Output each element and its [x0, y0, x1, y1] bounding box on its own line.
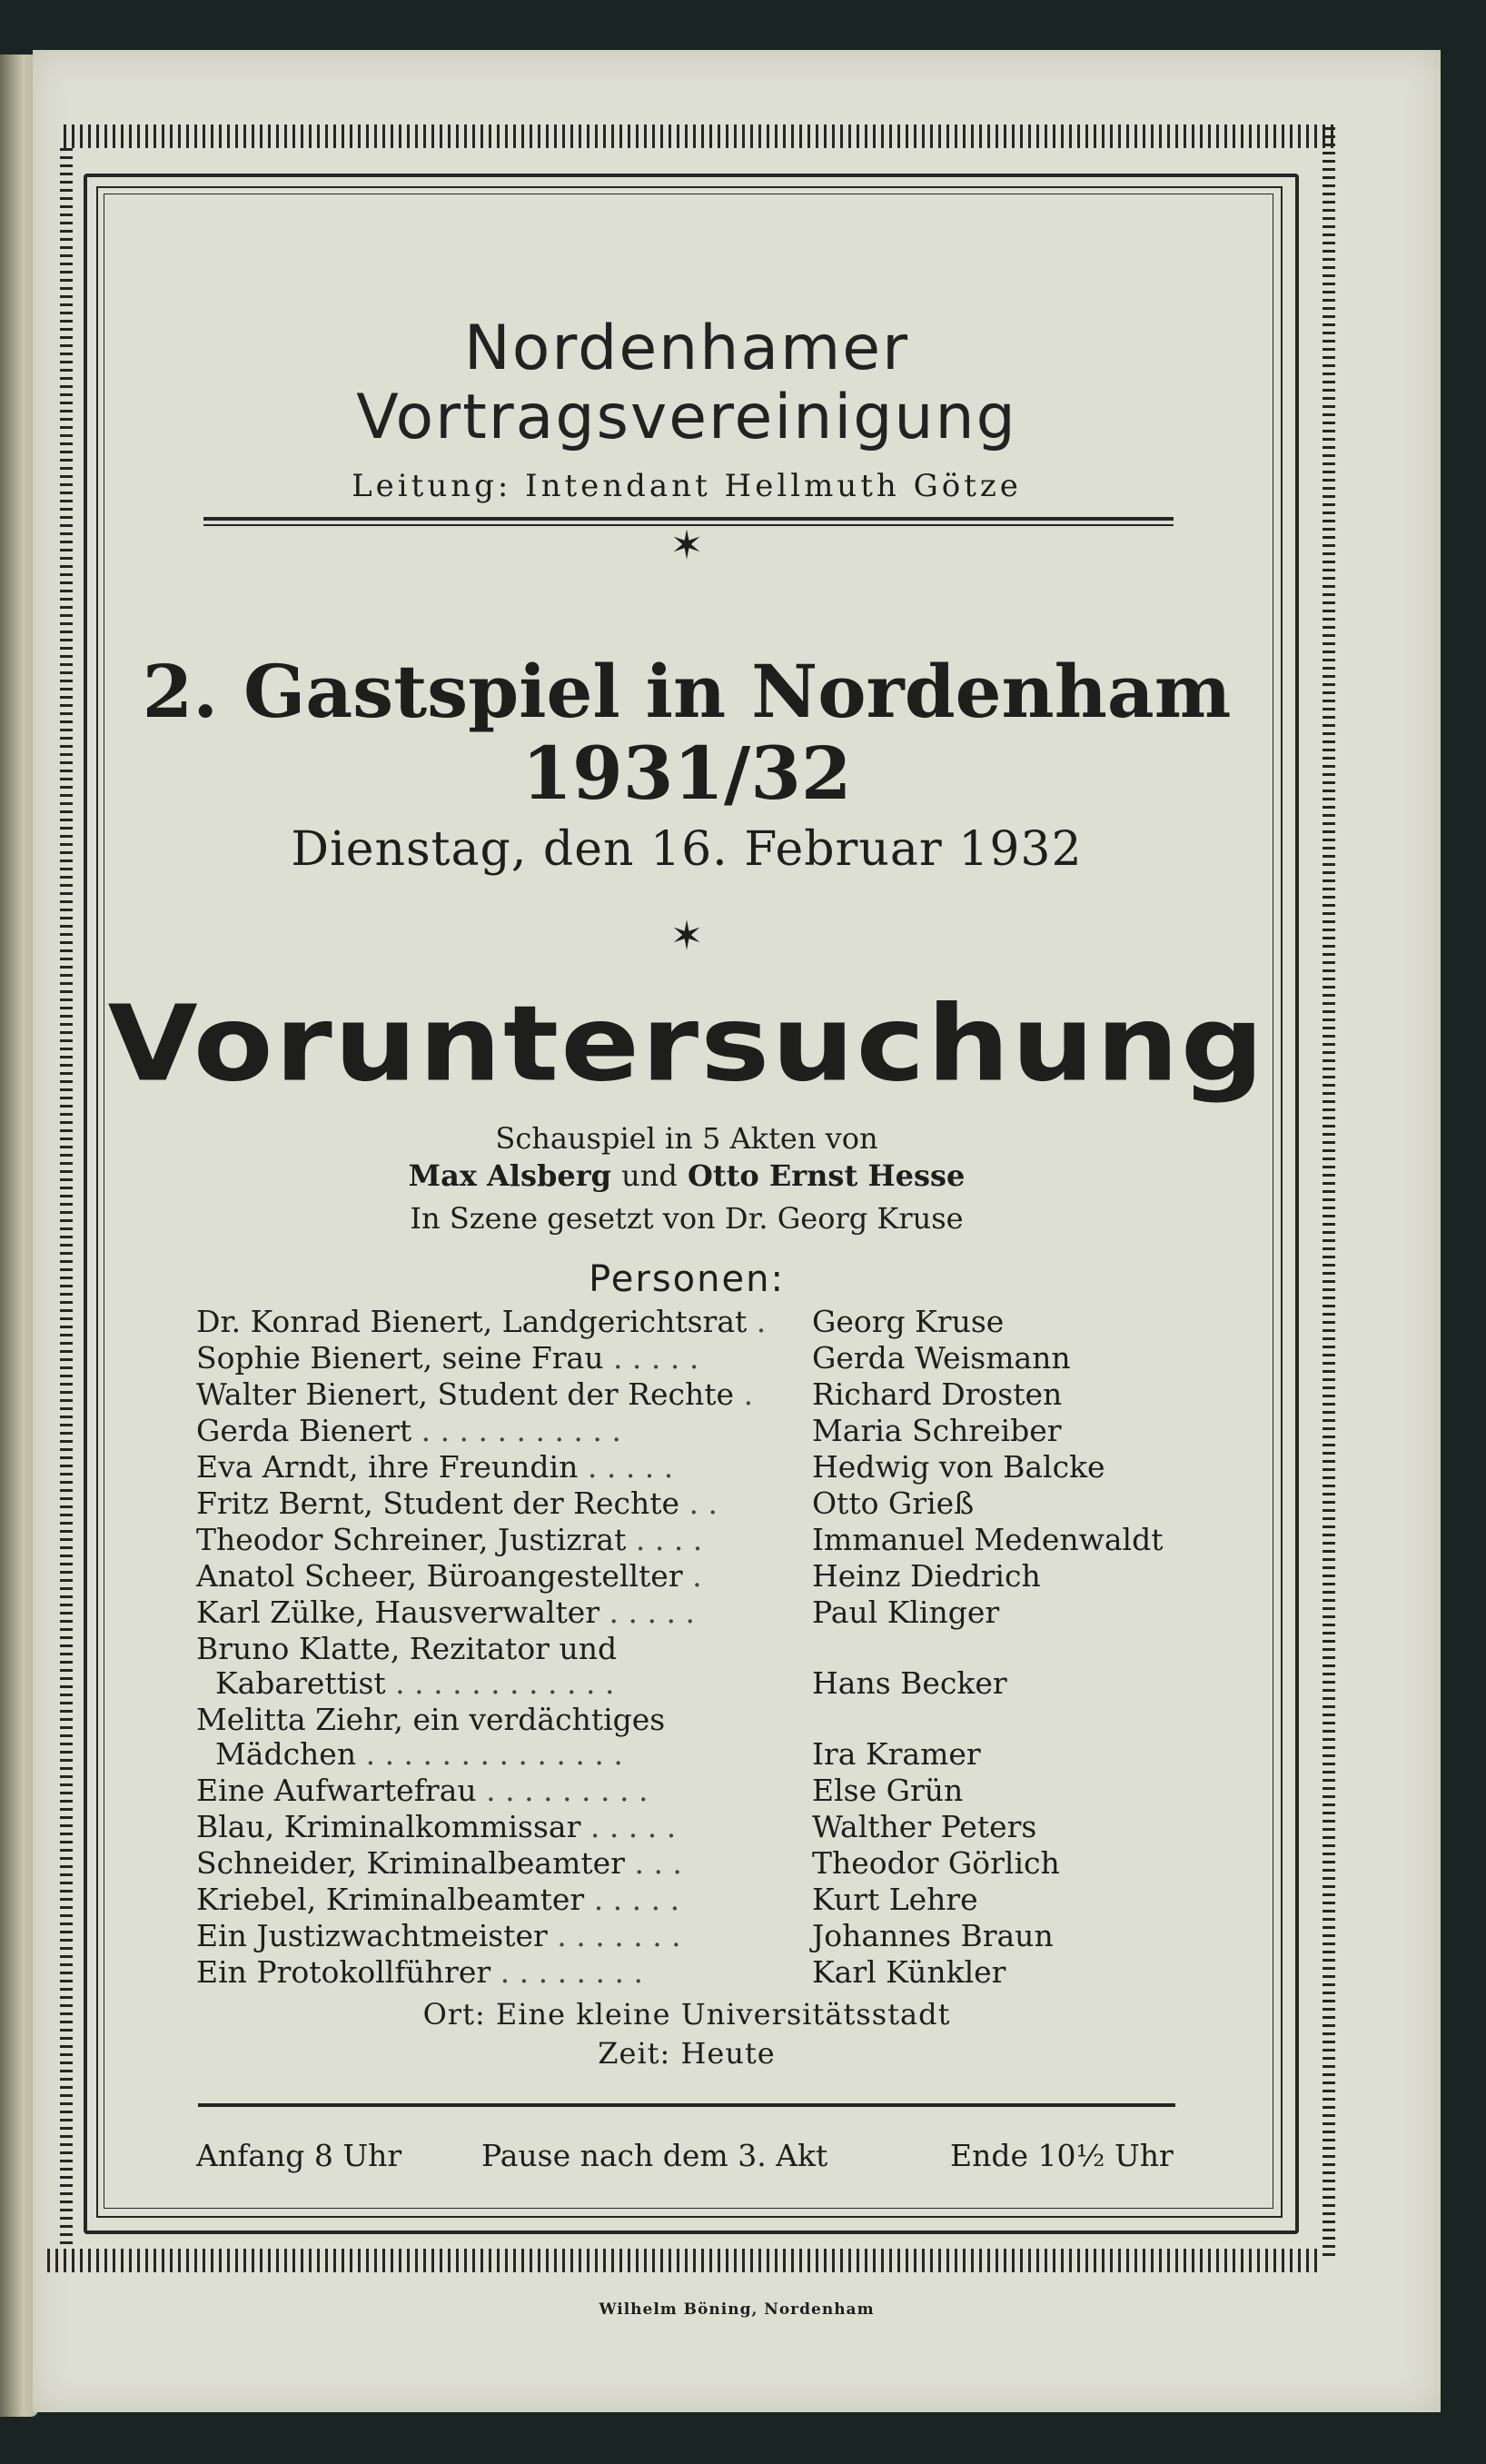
cast-row [196, 1918, 1214, 1954]
cast-role: Dr. Konrad Bienert, Landgerichtsrat . [196, 1304, 767, 1339]
cast-role: Anatol Scheer, Büroangestellter . [196, 1558, 702, 1594]
cast-row [196, 1631, 1214, 1667]
cast-role: Eva Arndt, ihre Freundin . . . . . [196, 1449, 674, 1485]
gastspiel-line: 2. Gastspiel in Nordenham [142, 649, 1232, 734]
cast-role: Bruno Klatte, Rezitator und [196, 1631, 618, 1666]
leitung-line: Leitung: Intendant Hellmuth Götze [352, 468, 1022, 504]
cast-actor: Richard Drosten [812, 1376, 1063, 1412]
cast-row [196, 1376, 1214, 1413]
cast-role: Blau, Kriminalkommissar . . . . . [196, 1809, 677, 1844]
cast-row [196, 1702, 1214, 1738]
printer-imprint: Wilhelm Böning, Nordenham [599, 2300, 875, 2319]
cast-role: Eine Aufwartefrau . . . . . . . . . [196, 1773, 649, 1808]
cast-role: Walter Bienert, Student der Rechte . [196, 1376, 754, 1412]
cast-role: Theodor Schreiner, Justizrat . . . . [196, 1522, 703, 1557]
setting-place: Ort: Eine kleine Universitätsstadt [422, 1997, 951, 2032]
play-title: Voruntersuchung [107, 983, 1266, 1106]
hatched-border-bottom [47, 2249, 1317, 2272]
cast-role: Karl Zülke, Hausverwalter . . . . . [196, 1595, 695, 1630]
cast-row [196, 1954, 1214, 1991]
star-ornament: ✶ [669, 522, 704, 569]
cast-role: Fritz Bernt, Student der Rechte . . [196, 1485, 718, 1521]
cast-role: Mädchen . . . . . . . . . . . . . . [196, 1736, 623, 1772]
cast-row [196, 1340, 1214, 1376]
cast-role: Gerda Bienert . . . . . . . . . . . [196, 1413, 621, 1448]
cast-row [196, 1882, 1214, 1918]
direction-credit: In Szene gesetzt von Dr. Georg Kruse [410, 1201, 964, 1236]
cast-row [196, 1595, 1214, 1631]
cast-actor: Ira Kramer [812, 1736, 981, 1772]
footer-rule [198, 2103, 1175, 2107]
hatched-border-right [1323, 127, 1335, 2260]
persons-heading: Personen: [589, 1258, 785, 1300]
cast-row [196, 1558, 1214, 1595]
cast-actor: Paul Klinger [812, 1595, 1000, 1630]
cast-role: Sophie Bienert, seine Frau . . . . . [196, 1340, 699, 1376]
cast-row [196, 1773, 1214, 1809]
cast-row [196, 1809, 1214, 1845]
performance-date: Dienstag, den 16. Februar 1932 [291, 822, 1083, 877]
cast-role: Melitta Ziehr, ein verdächtiges [196, 1702, 666, 1737]
play-genre: Schauspiel in 5 Akten von [495, 1121, 878, 1156]
org-name-line2: Vortragsvereinigung [356, 382, 1017, 453]
end-time: Ende 10½ Uhr [950, 2138, 1174, 2173]
cast-actor: Walther Peters [812, 1809, 1037, 1844]
cast-row [196, 1736, 1214, 1773]
cast-actor: Heinz Diedrich [812, 1558, 1041, 1594]
cast-actor: Maria Schreiber [812, 1413, 1062, 1448]
setting-time: Zeit: Heute [598, 2036, 776, 2071]
cast-row [196, 1449, 1214, 1485]
cast-row [196, 1665, 1214, 1702]
cast-role: Ein Justizwachtmeister . . . . . . . [196, 1918, 681, 1953]
cast-row [196, 1522, 1214, 1558]
program-content [105, 195, 1268, 2203]
season-line: 1931/32 [521, 730, 852, 816]
cast-role: Schneider, Kriminalbeamter . . . [196, 1845, 682, 1881]
cast-actor: Kurt Lehre [812, 1882, 978, 1917]
cast-row [196, 1413, 1214, 1449]
cast-actor: Georg Kruse [812, 1304, 1005, 1339]
header-rule-thick [203, 517, 1174, 521]
author-2: Otto Ernst Hesse [687, 1158, 966, 1193]
authors-conjunction: und [621, 1158, 678, 1193]
hatched-border-top [64, 124, 1333, 148]
program-page [33, 50, 1441, 2412]
cast-actor: Otto Grieß [812, 1485, 975, 1521]
org-name-line1: Nordenhamer [463, 313, 910, 384]
start-time: Anfang 8 Uhr [196, 2138, 402, 2173]
cast-actor: Immanuel Medenwaldt [812, 1522, 1164, 1557]
cast-actor: Karl Künkler [812, 1954, 1006, 1990]
cast-actor: Johannes Braun [812, 1918, 1054, 1953]
cast-actor: Gerda Weismann [812, 1340, 1071, 1376]
cast-role: Kabarettist . . . . . . . . . . . . [196, 1665, 615, 1701]
cast-row [196, 1485, 1214, 1522]
cast-actor: Hans Becker [812, 1665, 1007, 1701]
cast-row [196, 1304, 1214, 1340]
cast-actor: Hedwig von Balcke [812, 1449, 1105, 1485]
intermission: Pause nach dem 3. Akt [481, 2138, 828, 2173]
author-1: Max Alsberg [408, 1158, 611, 1193]
star-ornament: ✶ [669, 913, 704, 959]
hatched-border-left [60, 148, 73, 2249]
cast-row [196, 1845, 1214, 1882]
cast-role: Kriebel, Kriminalbeamter . . . . . [196, 1882, 680, 1917]
cast-actor: Theodor Görlich [812, 1845, 1060, 1881]
cast-role: Ein Protokollführer . . . . . . . . [196, 1954, 643, 1990]
cast-actor: Else Grün [812, 1773, 964, 1808]
play-authors [105, 1158, 1268, 1193]
